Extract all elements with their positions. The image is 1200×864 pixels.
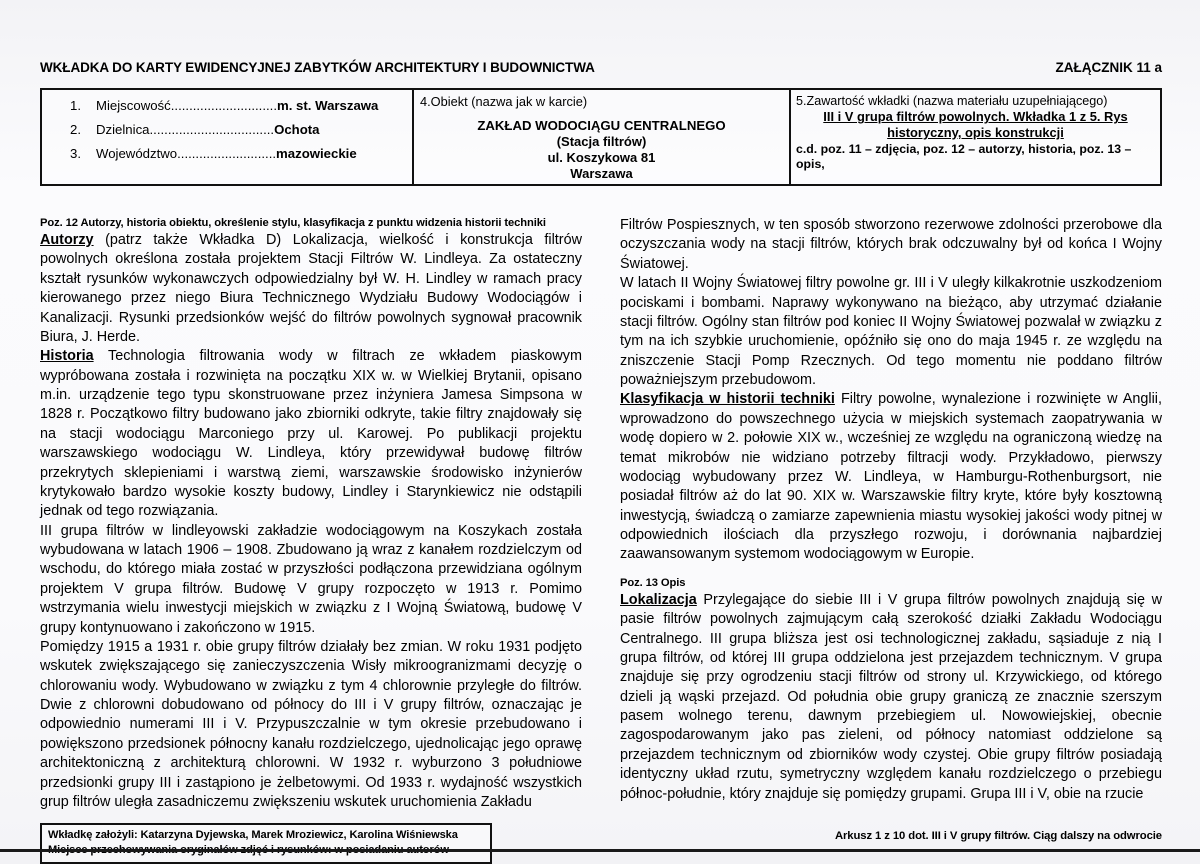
document-header [40,60,1162,75]
list-item [48,146,406,161]
page-title: WKŁADKA DO KARTY EWIDENCYJNEJ ZABYTKÓW ARCHITEKTURY I BUDOWNICTWA [40,60,595,75]
poz13-heading: Poz. 13 Opis [620,576,686,589]
paragraph [40,347,582,521]
left-column [40,216,582,812]
identification-table [40,88,1162,186]
authors-box [40,823,492,864]
paragraph-lead: Autorzy [40,232,94,248]
paragraph-text: III grupa filtrów w lindleyowski zakładzie wodociągowym na Koszykach została wybudowana w latach 1906 – 1908. Zbudowano ją wraz z kanałem rozdzielczym od wschodu, do którego miała zostać w przyszłości podłączona przewidziana ogólnym projektem V grupa filtrów. Budowę V grupy rozpoczęto w 1913 r. Pomimo wstrzymania wielu inwestycji miejskich w związku z I Wojną Światową, budowę V grupy kontynuowano i zakończono w 1915. [40,522,582,636]
poz12-heading: Poz. 12 Autorzy, historia obiektu, określenie stylu, klasyfikacja z punktu widzenia historii techniki [40,217,546,229]
list-item [48,98,406,113]
paragraph-text: Technologia filtrowania wody w filtrach ze wkładem piaskowym wypróbowana została i rozwinięta na początku XIX w. w Wielkiej Brytanii, opisano m.in. urządzenie tego typu skonstruowane przez inżyniera Jamesa Simpsona w 1828 r. Początkowo filtry budowano jako zbiorniki odkryte, takie filtry znajdowały się na stacji wodociągu Marconiego przy ul. Karowej. Po publikacji projektu warszawskiego wodociągu W. Lindleya, który przewidywał budowę filtrów przekrytych sklepieniami i warstwą ziemi, warszawskie środowisko inżynierów krytykowało bardzo wysokie koszty budowy, Lindley i Starynkiewicz nie odstąpili jednak od tego rozwiązania. [40,348,582,520]
list-item [48,122,406,137]
row-value: mazowieckie [276,146,357,161]
row-value: m. st. Warszawa [277,98,379,113]
object-subtitle: (Stacja filtrów) [556,134,647,150]
paragraph [40,638,582,812]
object-name: ZAKŁAD WODOCIĄGU CENTRALNEGO [477,118,726,133]
paragraph-text: (patrz także Wkładka D) Lokalizacja, wielkość i konstrukcja filtrów powolnych określona została projektem Stacji Filtrów W. Lindleya. Za ostateczny kształt rysunków wykonawczych odpowiedzialny był W. H. Lindley w ramach pracy kierowanego przez niego Biura Technicznego Wydziału Budowy Wodociągów i Kanalizacji. Rysunki przedsionków wejść do filtrów powolnych sygnował pracownik Biura, J. Herde. [40,232,582,345]
object-details [420,118,783,182]
location-cell [42,90,414,184]
annex-label: ZAŁĄCZNIK 11 a [1055,60,1162,75]
content-field-heading: 5.Zawartość wkładki (nazwa materiału uzupełniającego) [796,94,1108,108]
paragraph [620,591,1162,804]
paragraph-lead: Klasyfikacja w historii techniki [620,391,835,408]
paragraph-text: W latach II Wojny Światowej filtry powolne gr. III i V uległy kilkakrotnie uszkodzeniom pociskami i bombami. Naprawy wykonywano na bieżąco, aby utrzymać działanie stacji filtrów. Ogólny stan filtrów pod koniec II Wojny Światowej pozwalał w związku z tym na ich szybkie uruchomienie, opóźniło się ono do maja 1945 r. ze względu na zniszczenie Stacji Pomp Rzecznych. Od tego momentu nie poddano filtrów poważniejszym przebudowom. [620,275,1162,388]
content-note: c.d. poz. 11 – zdjęcia, poz. 12 – autorzy, historia, poz. 13 – opis, [796,142,1132,172]
sheet-note: Arkusz 1 z 10 dot. III i V grupy filtrów. Ciąg dalszy na odwrocie [834,830,1162,842]
row-number: 1. [70,98,81,113]
row-number: 3. [70,146,81,161]
body-columns [40,216,1162,812]
paragraph [620,274,1162,390]
right-column [620,216,1162,812]
content-cell [791,90,1160,184]
content-title-line1: III i V grupa filtrów powolnych. Wkładka 1 z 5. Rys [823,109,1128,125]
row-label: Województwo........................... [96,146,277,161]
paragraph [40,522,582,638]
row-label: Miejscowość............................. [96,98,277,113]
paragraph-text: Filtrów Pospiesznych, w ten sposób stworzono rezerwowe zdolności przerobowe dla oczyszczania wody na stacji filtrów, których brak odczuwalny był od końca I Wojny Światowej. [620,217,1162,272]
paragraph [40,231,582,347]
content-title [796,109,1155,140]
paragraph-lead: Lokalizacja [620,591,697,608]
location-list [48,98,406,161]
paragraph-text: Filtry powolne, wynalezione i rozwinięte w Anglii, wprowadzono do powszechnego użycia w miejskich systemach zaopatrywania w wodę dopiero w 2. połowie XIX w., wcześniej ze względu na ograniczoną wiedzę na temat mikrobów nie widziano potrzeby filtracji wody. Przykładowo, pierwszy wodociąg wybudowany przez W. Lindleya, w Hamburgu-Rothenburgsort, nie posiadał filtrów aż do lat 90. XIX w. Warszawskie filtry kryte, które były kosztowną inwestycją, świadczą o zamiarze zapewnienia miastu wysokiej jakości wody pitnej w odpowiednich ilościach dla przyszłego rozwoju, i dorównania najbardziej zaawansowanym systemom wodociągowym w Europie. [620,391,1162,563]
object-cell [414,90,791,184]
paragraph [620,390,1162,564]
authors-line: Wkładkę założyli: Katarzyna Dyjewska, Marek Mroziewicz, Karolina Wiśniewska [48,829,458,841]
paragraph-spacer [620,565,1162,576]
row-label: Dzielnica.................................. [96,122,275,137]
paragraph-text: Przylegające do siebie III i V grupa filtrów powolnych znajdują się w pasie filtrów powolnych zajmującym całą szerokość działki Zakładu Wodociągu Centralnego. III grupa bliższa jest osi technologicznej zakładu, sąsiaduje z nią I grupa filtrów, od której III grupa oddzielona jest przejazdem technicznym. V grupa znajduje się przy ogrodzeniu stacji filtrów od strony ul. Krzywickiego, od którego dzieli ją wąski przejazd. Od południa obie grupy graniczą ze znacznie szerszym pasem wolnego terenu, dawnym przebiegiem ul. Nowowiejskiej, obecnie zagospodarowanym jako pas zieleni, od północy natomiast oddzielone są przejazdem technicznym od zbiorników wody czystej. Obie grupy filtrów posiadają identyczny układ rzutu, symetryczny względem kanału rozdzielczego o przebiegu północ-południe, który znajduje się pomiędzy grupami. Grupa III i V, obie na rzucie [620,591,1162,802]
paragraph-text: Pomiędzy 1915 a 1931 r. obie grupy filtrów działały bez zmian. W roku 1931 podjęto wskutek zwiększającego się zanieczyszczenia Wisły mikroogranizmami decyzję o chlorowaniu wody. Wybudowano w związku z tym 4 chlorownie przyległe do filtrów. Dwie z chlorowni dobudowano od północy do III i V grupy filtrów, oznaczając je odpowiednio numerami III i V. Przypuszczalnie w tym okresie przebudowano i powiększono przedsionek północny kanału rozdzielczego, ujednolicając jego oprawę architektoniczną z architekturą chlorowni. W 1932 r. wyburzono 3 południowe przedsionki grupy III i zastąpiono je żelbetowymi. Od 1933 r. wydajność wszystkich grup filtrów uległa zasadniczemu zwiększeniu wskutek uruchomienia Zakładu [40,638,582,810]
page-bottom-rule [0,849,1200,852]
row-value: Ochota [274,122,320,137]
object-street: ul. Koszykowa 81 [547,150,656,166]
paragraph [620,216,1162,274]
paragraph-lead: Historia [40,348,94,365]
object-city: Warszawa [570,166,633,182]
object-field-heading: 4.Obiekt (nazwa jak w karcie) [420,94,588,109]
content-title-line2: historyczny, opis konstrukcji [887,124,1064,140]
row-number: 2. [70,122,81,137]
